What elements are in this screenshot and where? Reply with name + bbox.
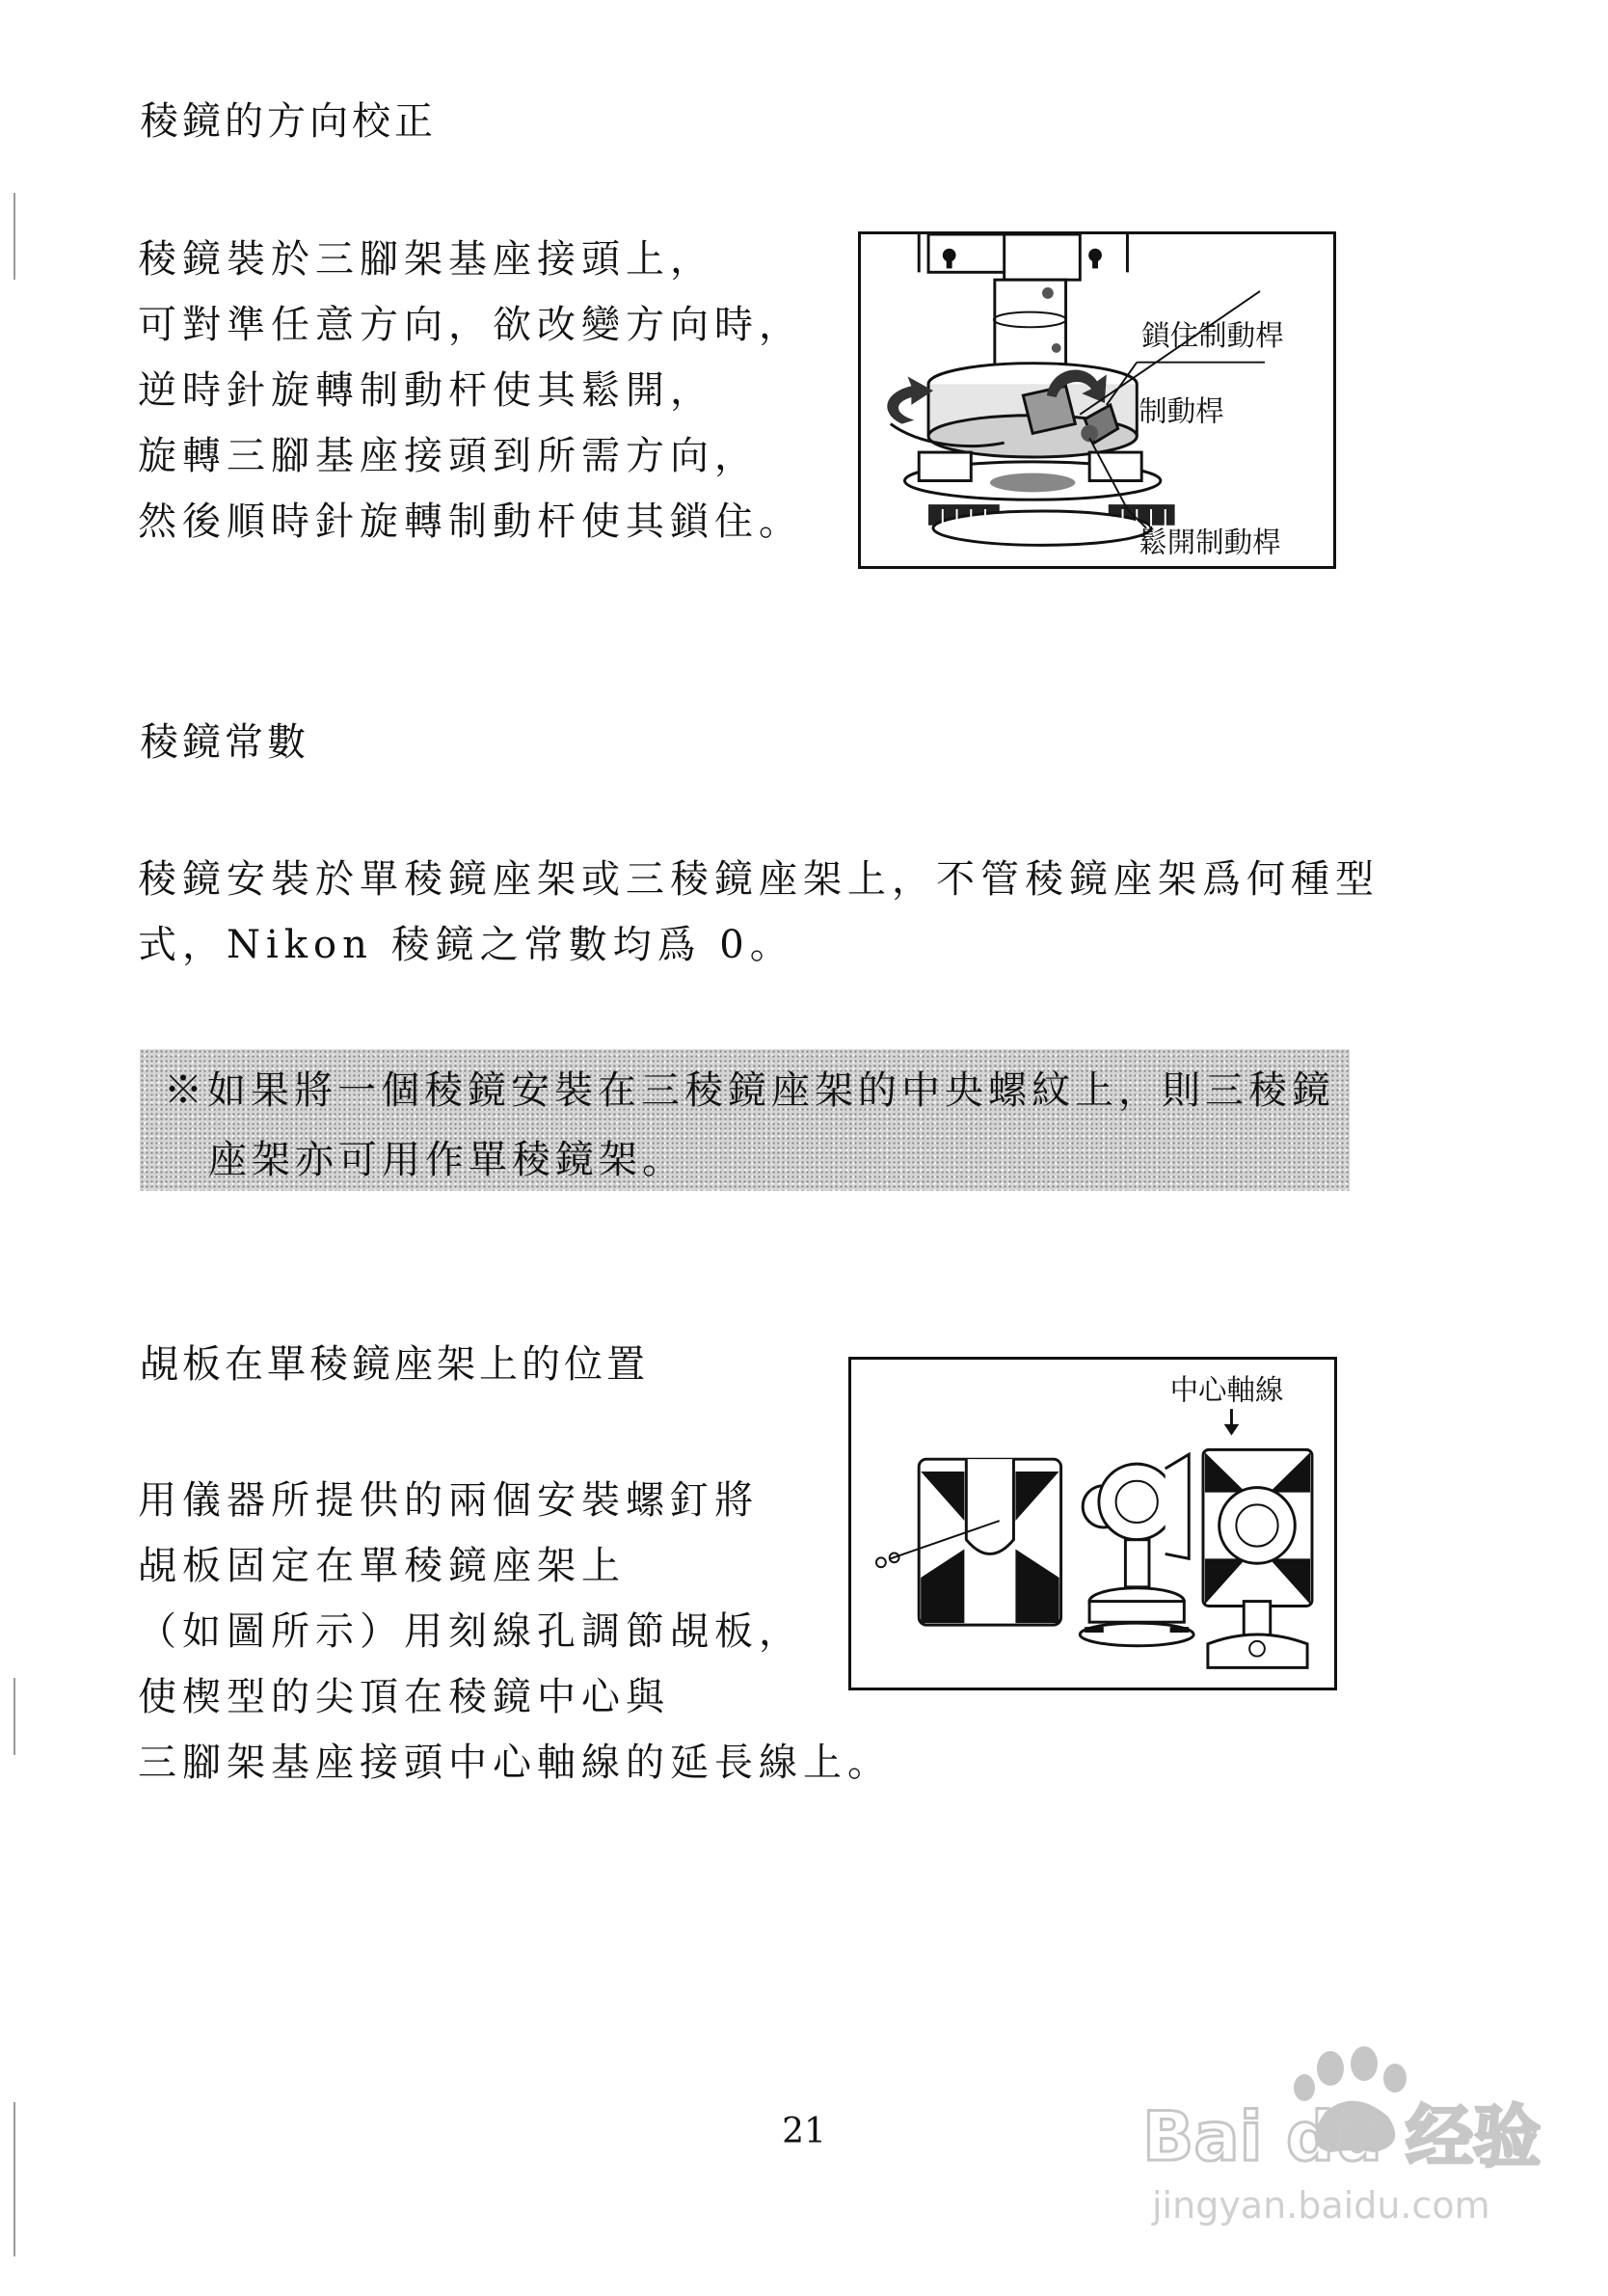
section-heading-target-plate: 覘板在單稜鏡座架上的位置 — [140, 1342, 649, 1387]
paragraph-line: 覘板固定在單稜鏡座架上 — [138, 1544, 626, 1588]
paragraph-line: 三腳架基座接頭中心軸線的延長線上。 — [138, 1741, 892, 1785]
paragraph-line: 然後順時針旋轉制動杆使其鎖住。 — [138, 500, 803, 544]
figure-label-lock-lever: 鎖住制動桿 — [1141, 318, 1284, 352]
paragraph-line: 逆時針旋轉制動杆使其鬆開， — [138, 368, 714, 413]
paragraph-line: （如圖所示）用刻線孔調節覘板， — [138, 1609, 803, 1654]
margin-mark — [13, 193, 15, 280]
target-plate-illustration — [851, 1360, 1334, 1688]
paragraph-line: 用儀器所提供的兩個安裝螺釘將 — [138, 1478, 759, 1523]
target-plate-paragraph — [138, 1468, 892, 1796]
page-number: 21 — [782, 2112, 826, 2151]
watermark-url: jingyan.baidu.com — [1152, 2184, 1490, 2227]
paragraph-line: 旋轉三腳基座接頭到所需方向， — [138, 434, 759, 478]
baidu-watermark — [1133, 2044, 1557, 2232]
baidu-paw-icon — [1133, 2044, 1557, 2232]
watermark-brand: Bai du 经验 — [1142, 2097, 1541, 2176]
margin-mark — [13, 1678, 15, 1755]
section-heading-constant: 稜鏡常數 — [140, 720, 309, 765]
section-heading-orientation: 稜鏡的方向校正 — [140, 99, 437, 144]
constant-paragraph — [138, 847, 1380, 978]
paragraph-line: 稜鏡安裝於單稜鏡座架或三稜鏡座架上，不管稜鏡座架爲何種型 — [138, 857, 1380, 902]
figure-label-lever: 制動桿 — [1139, 394, 1224, 428]
target-plate-figure — [848, 1357, 1337, 1690]
figure-label-center-axis: 中心軸線 — [1169, 1373, 1284, 1407]
paragraph-line: 式，Nikon 稜鏡之常數均爲 0。 — [138, 923, 794, 967]
note-line: 座架亦可用作單稜鏡架。 — [208, 1138, 685, 1182]
paragraph-line: 可對準任意方向，欲改變方向時， — [138, 303, 803, 347]
paragraph-line: 使楔型的尖頂在稜鏡中心與 — [138, 1675, 670, 1719]
note-line: ※如果將一個稜鏡安裝在三稜鏡座架的中央螺紋上，則三稜鏡 — [164, 1068, 1335, 1113]
tribrach-illustration — [861, 234, 1333, 566]
tribrach-lever-figure — [858, 231, 1336, 569]
note-text — [164, 1056, 1335, 1195]
orientation-paragraph — [138, 227, 803, 554]
figure-label-release-lever: 鬆開制動桿 — [1139, 526, 1281, 559]
paragraph-line: 稜鏡裝於三腳架基座接頭上， — [138, 237, 714, 282]
